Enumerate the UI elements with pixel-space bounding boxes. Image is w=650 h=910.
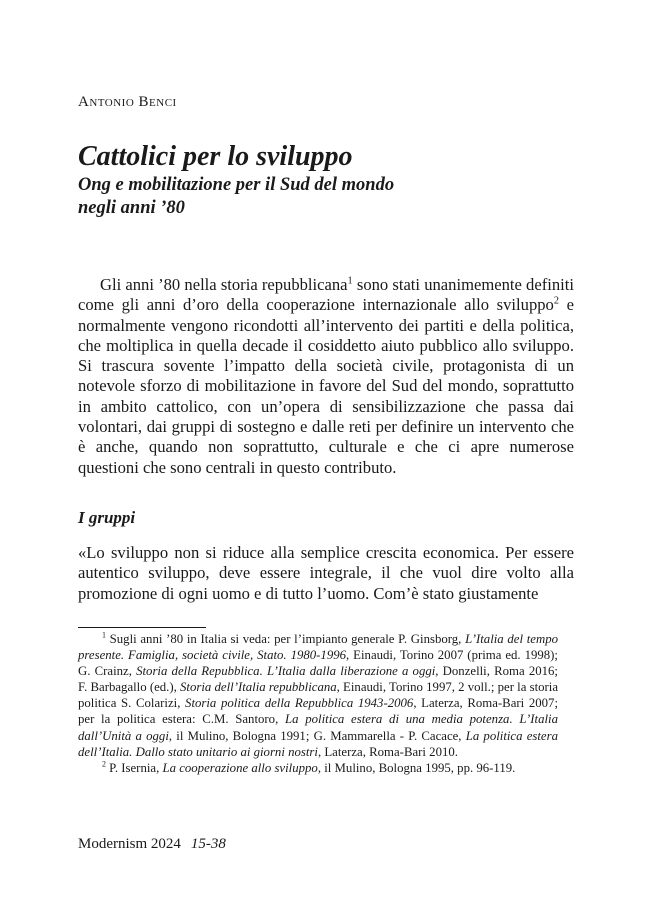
intro-paragraph bbox=[78, 275, 574, 478]
section-heading: I gruppi bbox=[78, 508, 136, 527]
page-range: 15-38 bbox=[190, 836, 226, 852]
footnote-1-book-title: Storia della Repubblica. L’Italia dalla liberazione a oggi bbox=[136, 664, 436, 679]
footnote-1-book-title: Storia dell’Italia repubblicana bbox=[180, 680, 337, 695]
footnote-ref-1[interactable]: 1 bbox=[347, 275, 353, 287]
footnote-separator bbox=[78, 627, 206, 628]
footnote-2-text: P. Isernia, bbox=[105, 760, 163, 775]
footnote-2-book-title: La cooperazione allo sviluppo bbox=[162, 760, 318, 775]
footnote-1-book-title: Storia politica della Repubblica 1943-2006 bbox=[185, 696, 414, 711]
footnote-1-text: , Laterza, Roma-Bari 2007; per la politica estera: C.M. Santoro, bbox=[78, 696, 558, 727]
page-footer bbox=[78, 836, 226, 853]
footnote-1-text: , Laterza, Roma-Bari 2010. bbox=[317, 744, 458, 759]
intro-text-part2: sono stati unanimemente definiti come gli anni d’oro della cooperazione internazionale allo sviluppo bbox=[78, 275, 574, 315]
footnote-ref-2[interactable]: 2 bbox=[553, 295, 559, 307]
article-title: Cattolici per lo sviluppo bbox=[78, 141, 353, 172]
footnote-1 bbox=[78, 631, 558, 760]
journal-name: Modernism 2024 bbox=[78, 836, 181, 852]
footnote-1-text: , Einaudi, Torino 2007 (prima ed. 1998); G. Crainz, bbox=[78, 648, 558, 679]
footnote-1-text: Sugli anni ’80 in Italia si veda: per l’impianto generale P. Ginsborg, bbox=[105, 632, 466, 646]
footnote-2-number: 2 bbox=[102, 759, 106, 769]
intro-text-part3: e normalmente vengono ricondotti all’intervento dei partiti e della politica, che moltiplica in quella decade il cosiddetto aiuto pubblico allo sviluppo. Si trascura sovente l’impatto della società civile, protagonista di un notevole sforzo di mobilitazione in favore del Sud del mondo, soprattutto in ambito cattolico, con un’opera di sensibilizzazione che passa dai volontari, dai gruppi di sostegno e dalle reti per definire un intervento che è anche, quando non soprattutto, culturale e che ci apre numerose questioni che sono centrali in questo contributo. bbox=[78, 295, 574, 477]
footnote-2-text: , il Mulino, Bologna 1995, pp. 96-119. bbox=[317, 760, 516, 775]
author-name: Antonio Benci bbox=[78, 94, 177, 110]
footnote-2 bbox=[78, 760, 558, 776]
footnote-1-number: 1 bbox=[102, 630, 106, 640]
intro-text-part1: Gli anni ’80 nella storia repubblicana bbox=[100, 275, 348, 294]
article-subtitle: Ong e mobilitazione per il Sud del mondo negli anni ’80 bbox=[78, 175, 395, 218]
footnotes bbox=[78, 631, 558, 776]
footnote-1-book-title: La politica estera dell’Italia. Dallo stato unitario ai giorni nostri bbox=[78, 728, 558, 759]
footnote-1-text: , Donzelli, Roma 2016; F. Barbagallo (ed.), bbox=[78, 664, 558, 695]
section-paragraph: «Lo sviluppo non si riduce alla semplice crescita economica. Per essere autentico sviluppo, deve essere integrale, il che vuol dire volto alla promozione di ogni uomo e di tutto l’uomo. Com’è stato giustamente bbox=[78, 543, 574, 603]
footnote-1-book-title: L’Italia del tempo presente. Famiglia, società civile, Stato. 1980-1996 bbox=[78, 632, 558, 663]
footnote-1-book-title: La politica estera di una media potenza. L’Italia dall’Unità a oggi bbox=[78, 712, 558, 743]
footnote-1-text: , il Mulino, Bologna 1991; G. Mammarella - P. Cacace, bbox=[168, 728, 466, 743]
footnote-1-text: , Einaudi, Torino 1997, 2 voll.; per la storia politica S. Colarizi, bbox=[78, 680, 559, 711]
